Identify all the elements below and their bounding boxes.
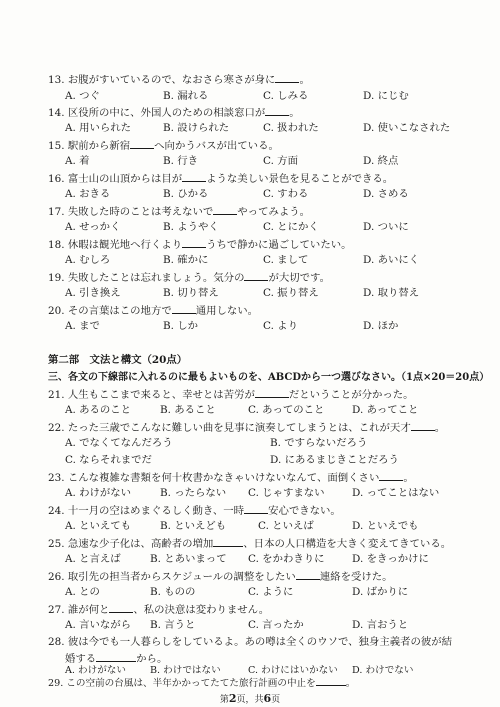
answer-blank	[244, 502, 268, 514]
option-c: C. じゃすまない	[248, 487, 325, 499]
option-d: D. さめる	[363, 188, 409, 200]
question-text-after: 。	[289, 107, 300, 119]
question-text: 18. 休暇は観光地へ行くより	[48, 239, 183, 251]
option-c: C. といえば	[258, 520, 314, 532]
question-text: 28. 彼は今でも一人暮らしをしているよ。あの噂は全くのウソで、独身主義者の彼が結	[48, 636, 453, 648]
option-c: C. まして	[263, 254, 309, 266]
option-a: A. 引き換え	[65, 287, 121, 299]
question-text-after: 安心できない。	[268, 505, 341, 517]
option-b: B. わけではない	[150, 665, 221, 676]
option-c: C. あってのこと	[248, 404, 325, 416]
section-instruction: 三、各文の下線部に入れるのに最もよいものを、ABCDから一つ選びなさい。（1点×20＝20点）	[48, 372, 490, 383]
question-text: 24. 十一月の空はめまぐるしく動き、一時	[48, 505, 245, 517]
answer-blank	[379, 469, 403, 481]
question-text: 16. 富士山の山頂からは目が	[48, 173, 183, 185]
question-text: 17. 失敗した時のことは考えないで	[48, 206, 214, 218]
section-heading: 第二部 文法と構文（20点）	[48, 354, 188, 366]
option-d: D. 終点	[363, 155, 399, 167]
question-text-cont: 婚する	[65, 653, 97, 665]
option-d: D. をきっかけに	[352, 553, 429, 565]
option-b: B. とあいまって	[150, 553, 227, 565]
option-c: C. ように	[248, 586, 294, 598]
footer-mid: 页，共	[236, 695, 264, 705]
option-c: C. わけにはいかない	[248, 665, 338, 676]
option-b: B. 行き	[163, 155, 199, 167]
answer-blank	[96, 650, 136, 662]
option-d: D. わけでない	[352, 665, 414, 676]
option-a: A. わけがない	[65, 487, 132, 499]
answer-blank	[244, 269, 268, 281]
page-footer	[0, 692, 500, 705]
question-20	[48, 302, 258, 319]
question-28	[48, 634, 452, 651]
option-b: B. 設けられた	[163, 122, 230, 134]
option-d: D. あいにく	[363, 254, 420, 266]
question-14	[48, 104, 300, 121]
option-c: C. 方面	[263, 155, 298, 167]
question-24	[48, 502, 341, 519]
option-c: C. 振り替え	[263, 287, 319, 299]
question-text: 29. この空前の台風は、半年かかってたてた旅行計画の中止を 。	[48, 678, 356, 689]
option-a: A. 用いられた	[65, 122, 132, 134]
answer-blank	[182, 170, 206, 182]
option-d: D. にあるまじきことだろう	[270, 454, 399, 466]
option-d: D. 言おうと	[352, 619, 409, 631]
option-d: D. ほか	[363, 320, 399, 332]
option-a: A. といえても	[65, 520, 132, 532]
option-d: D. ついに	[363, 221, 409, 233]
question-16	[48, 170, 393, 187]
option-d: D. にじむ	[363, 90, 409, 102]
option-b: B. 漏れる	[163, 90, 209, 102]
question-15	[48, 137, 279, 154]
question-18	[48, 236, 352, 253]
question-text-after: だということが分かった。	[288, 389, 414, 401]
question-21	[48, 386, 414, 403]
option-a: A. つぐ	[65, 90, 100, 102]
option-a: A. まで	[65, 320, 100, 332]
answer-blank	[130, 137, 154, 149]
option-b: B. しか	[163, 320, 199, 332]
question-text: 27. 誰が何と	[48, 604, 110, 616]
answer-blank	[255, 386, 289, 398]
option-a: A. あるのこと	[65, 404, 132, 416]
option-b: B. といえども	[160, 520, 227, 532]
option-b: B. 確かに	[163, 254, 209, 266]
option-d: D. あってこと	[352, 404, 419, 416]
option-c: C. とにかく	[263, 221, 319, 233]
option-b: B. ですらないだろう	[270, 437, 368, 449]
option-b: B. ったらない	[160, 487, 227, 499]
question-13	[48, 71, 310, 88]
question-text: 14. 区役所の中に、外国人のための相談窓口が	[48, 107, 266, 119]
answer-blank	[109, 601, 133, 613]
option-c: C. 言ったか	[248, 619, 304, 631]
page-number: 2	[228, 692, 237, 705]
answer-blank	[182, 236, 206, 248]
option-c: C. ならそれまでだ	[65, 454, 152, 466]
question-text-after: が大切です。	[268, 272, 330, 284]
answer-blank	[316, 676, 346, 686]
question-text-after: 、私の決意は変わりません。	[133, 604, 270, 616]
option-a: A. との	[65, 586, 100, 598]
option-b: B. ようやく	[163, 221, 219, 233]
option-d: D. といえでも	[352, 520, 419, 532]
option-b: B. ものの	[150, 586, 196, 598]
option-b: B. 言うと	[150, 619, 196, 631]
question-25	[48, 535, 451, 552]
question-text-after: うちで静かに過ごしていたい。	[206, 239, 352, 251]
question-text: 19. 失敗したことは忘れましょう。気分の	[48, 272, 245, 284]
question-22	[48, 419, 445, 436]
answer-blank	[275, 71, 299, 83]
question-17	[48, 203, 310, 220]
question-text: 21. 人生もここまで来ると、幸せとは苦労が	[48, 389, 255, 401]
option-c: C. すわる	[263, 188, 309, 200]
option-c: C. をかわきりに	[248, 553, 325, 565]
option-a: A. わけがない	[65, 665, 126, 676]
question-text: 13. お腹がすいているので、なおさら寒さが身に	[48, 74, 276, 86]
question-text: 20. その言葉はこの地方で	[48, 305, 172, 317]
answer-blank	[213, 203, 237, 215]
option-a: A. せっかく	[65, 221, 121, 233]
option-b: B. あること	[160, 404, 216, 416]
option-a: A. と言えば	[65, 553, 121, 565]
option-b: B. 切り替え	[163, 287, 219, 299]
question-text-after: へ向かうバスが出ている。	[154, 140, 279, 152]
question-text-after: 、日本の人口構造を大きく変えてきている。	[243, 538, 452, 550]
question-27	[48, 601, 269, 618]
answer-blank	[172, 302, 196, 314]
option-a: A. むしろ	[65, 254, 111, 266]
question-text: 22. たった三歳でこんなに難しい曲を見事に演奏してしまうとは、これが天才	[48, 422, 411, 434]
option-c: C. しみる	[263, 90, 309, 102]
question-text: 26. 取引先の担当者からスケジュールの調整をしたい	[48, 571, 296, 583]
option-d: D. 使いこなされた	[363, 122, 451, 134]
answer-blank	[213, 535, 243, 547]
question-text-after: ような美しい景色を見ることができる。	[206, 173, 394, 185]
option-a: A. おきる	[65, 188, 111, 200]
question-text: 15. 駅前から新宿	[48, 140, 131, 152]
footer-prefix: 第	[219, 695, 229, 705]
question-text-after: から。	[136, 653, 168, 665]
option-a: A. 言いながら	[65, 619, 132, 631]
question-26	[48, 568, 393, 585]
option-c: C. 扱われた	[263, 122, 319, 134]
option-b: B. ひかる	[163, 188, 209, 200]
option-c: C. より	[263, 320, 298, 332]
option-a: A. 着	[65, 155, 90, 167]
question-text-after: やってみよう。	[237, 206, 311, 218]
option-d: D. ばかりに	[352, 586, 409, 598]
answer-blank	[411, 419, 435, 431]
question-text-after: 。	[434, 422, 446, 434]
question-text: 25. 急速な少子化は、高齢者の増加	[48, 538, 214, 550]
question-19	[48, 269, 330, 286]
question-text-after: 通用しない。	[195, 305, 259, 317]
option-d: D. 取り替え	[363, 287, 420, 299]
question-text-after: 。	[403, 472, 414, 484]
answer-blank	[265, 104, 289, 116]
question-text-after: 。	[299, 74, 310, 86]
footer-suffix: 页	[271, 695, 281, 705]
option-a: A. でなくてなんだろう	[65, 437, 173, 449]
question-text: 23. こんな複雑な書類を何十枚書かなきゃいけないなんて、面倒くさい	[48, 472, 380, 484]
question-text-after: 連絡を受けた。	[319, 571, 393, 583]
question-23	[48, 469, 414, 486]
page-total: 6	[263, 692, 272, 705]
answer-blank	[296, 568, 320, 580]
option-d: D. ってことはない	[352, 487, 440, 499]
